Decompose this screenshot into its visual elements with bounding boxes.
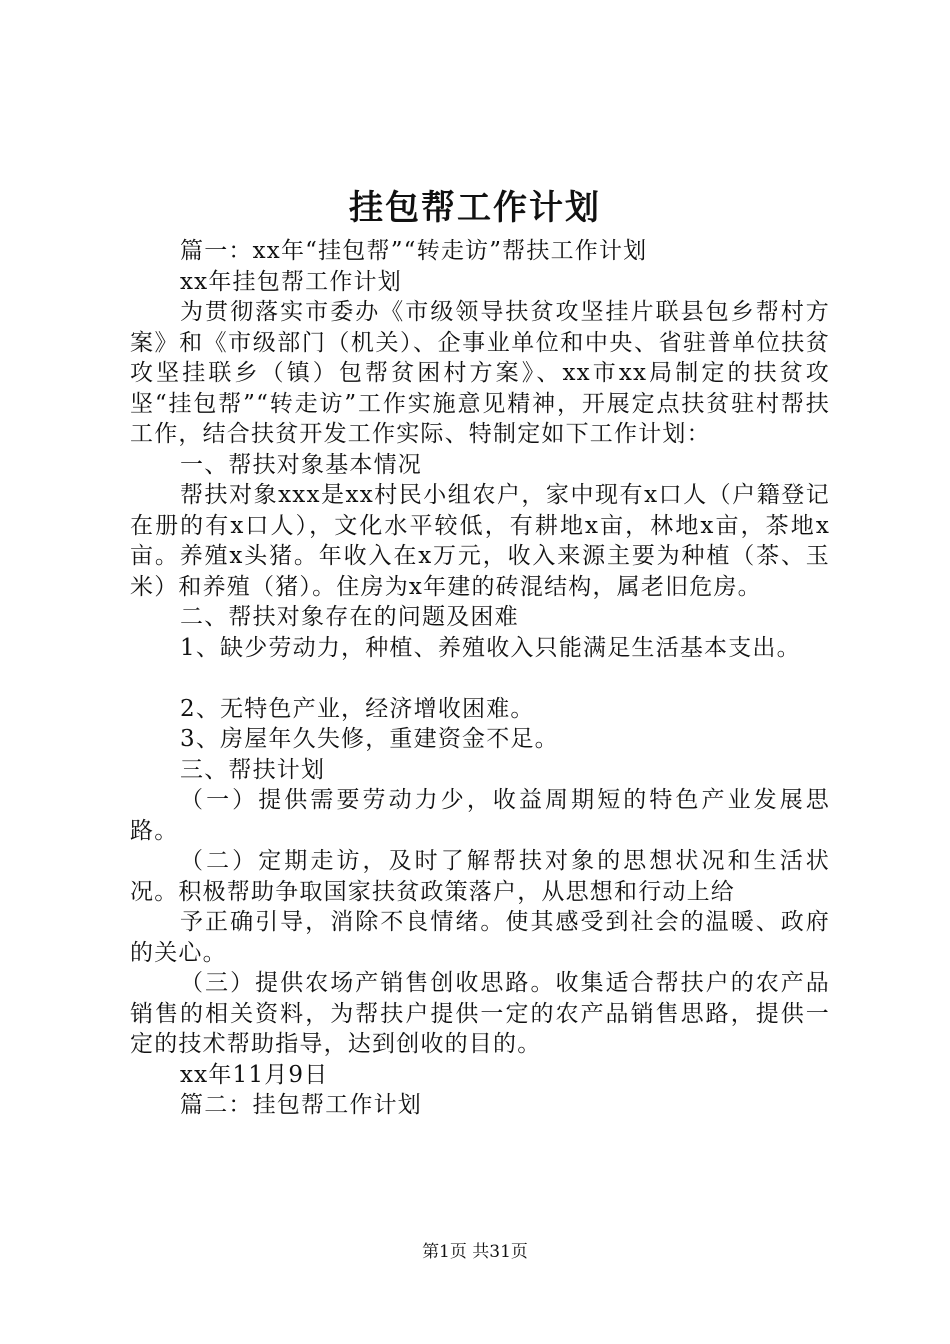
page-number-footer: 第1页 共31页 bbox=[422, 1242, 528, 1262]
plan-subtitle: xx年挂包帮工作计划 bbox=[180, 268, 402, 295]
plan-item-2: （二）定期走访，及时了解帮扶对象的思想状况和生活状况。积极帮助争取国家扶贫政策落户，从思想和行动上给 bbox=[130, 848, 830, 905]
plan-item-2-continued: 予正确引导，消除不良情绪。使其感受到社会的温暖、政府的关心。 bbox=[130, 909, 830, 966]
heading-plan: 三、帮扶计划 bbox=[180, 756, 326, 783]
section-heading-part-one: 篇一：xx年“挂包帮”“转走访”帮扶工作计划 bbox=[180, 238, 648, 264]
plan-item-3: （三）提供农场产销售创收思路。收集适合帮扶户的农产品销售的相关资料，为帮扶户提供一定的农产品销售思路，提供一定的技术帮助指导，达到创收的目的。 bbox=[130, 970, 830, 1057]
document-title: 挂包帮工作计划 bbox=[349, 188, 601, 228]
basic-situation-paragraph: 帮扶对象xxx是xx村民小组农户，家中现有x口人（户籍登记在册的有x口人），文化水平较低，有耕地x亩，林地x亩，茶地x亩。养殖x头猪。年收入在x万元，收入来源主要为种植（茶、玉米）和养殖（猪）。住房为x年建的砖混结构，属老旧危房。 bbox=[130, 482, 830, 600]
document-date: xx年11月9日 bbox=[180, 1061, 329, 1088]
heading-basic-situation: 一、帮扶对象基本情况 bbox=[180, 451, 422, 478]
problem-item-3: 3、房屋年久失修，重建资金不足。 bbox=[180, 726, 559, 752]
section-heading-part-two: 篇二：挂包帮工作计划 bbox=[180, 1092, 422, 1118]
problem-item-2: 2、无特色产业，经济增收困难。 bbox=[180, 695, 535, 722]
heading-problems: 二、帮扶对象存在的问题及困难 bbox=[180, 604, 519, 630]
plan-item-1: （一）提供需要劳动力少，收益周期短的特色产业发展思路。 bbox=[130, 787, 830, 844]
blank-line bbox=[130, 663, 830, 694]
problem-item-1: 1、缺少劳动力，种植、养殖收入只能满足生活基本支出。 bbox=[180, 634, 801, 661]
intro-paragraph: 为贯彻落实市委办《市级领导扶贫攻坚挂片联县包乡帮村方案》和《市级部门（机关）、企事业单位和中央、省驻普单位扶贫攻坚挂联乡（镇）包帮贫困村方案》、xx市xx局制定的扶贫攻坚“挂包帮”“转走访”工作实施意见精神，开展定点扶贫驻村帮扶工作，结合扶贫开发工作实际、特制定如下工作计划： bbox=[130, 299, 830, 447]
document-body bbox=[130, 236, 830, 1121]
